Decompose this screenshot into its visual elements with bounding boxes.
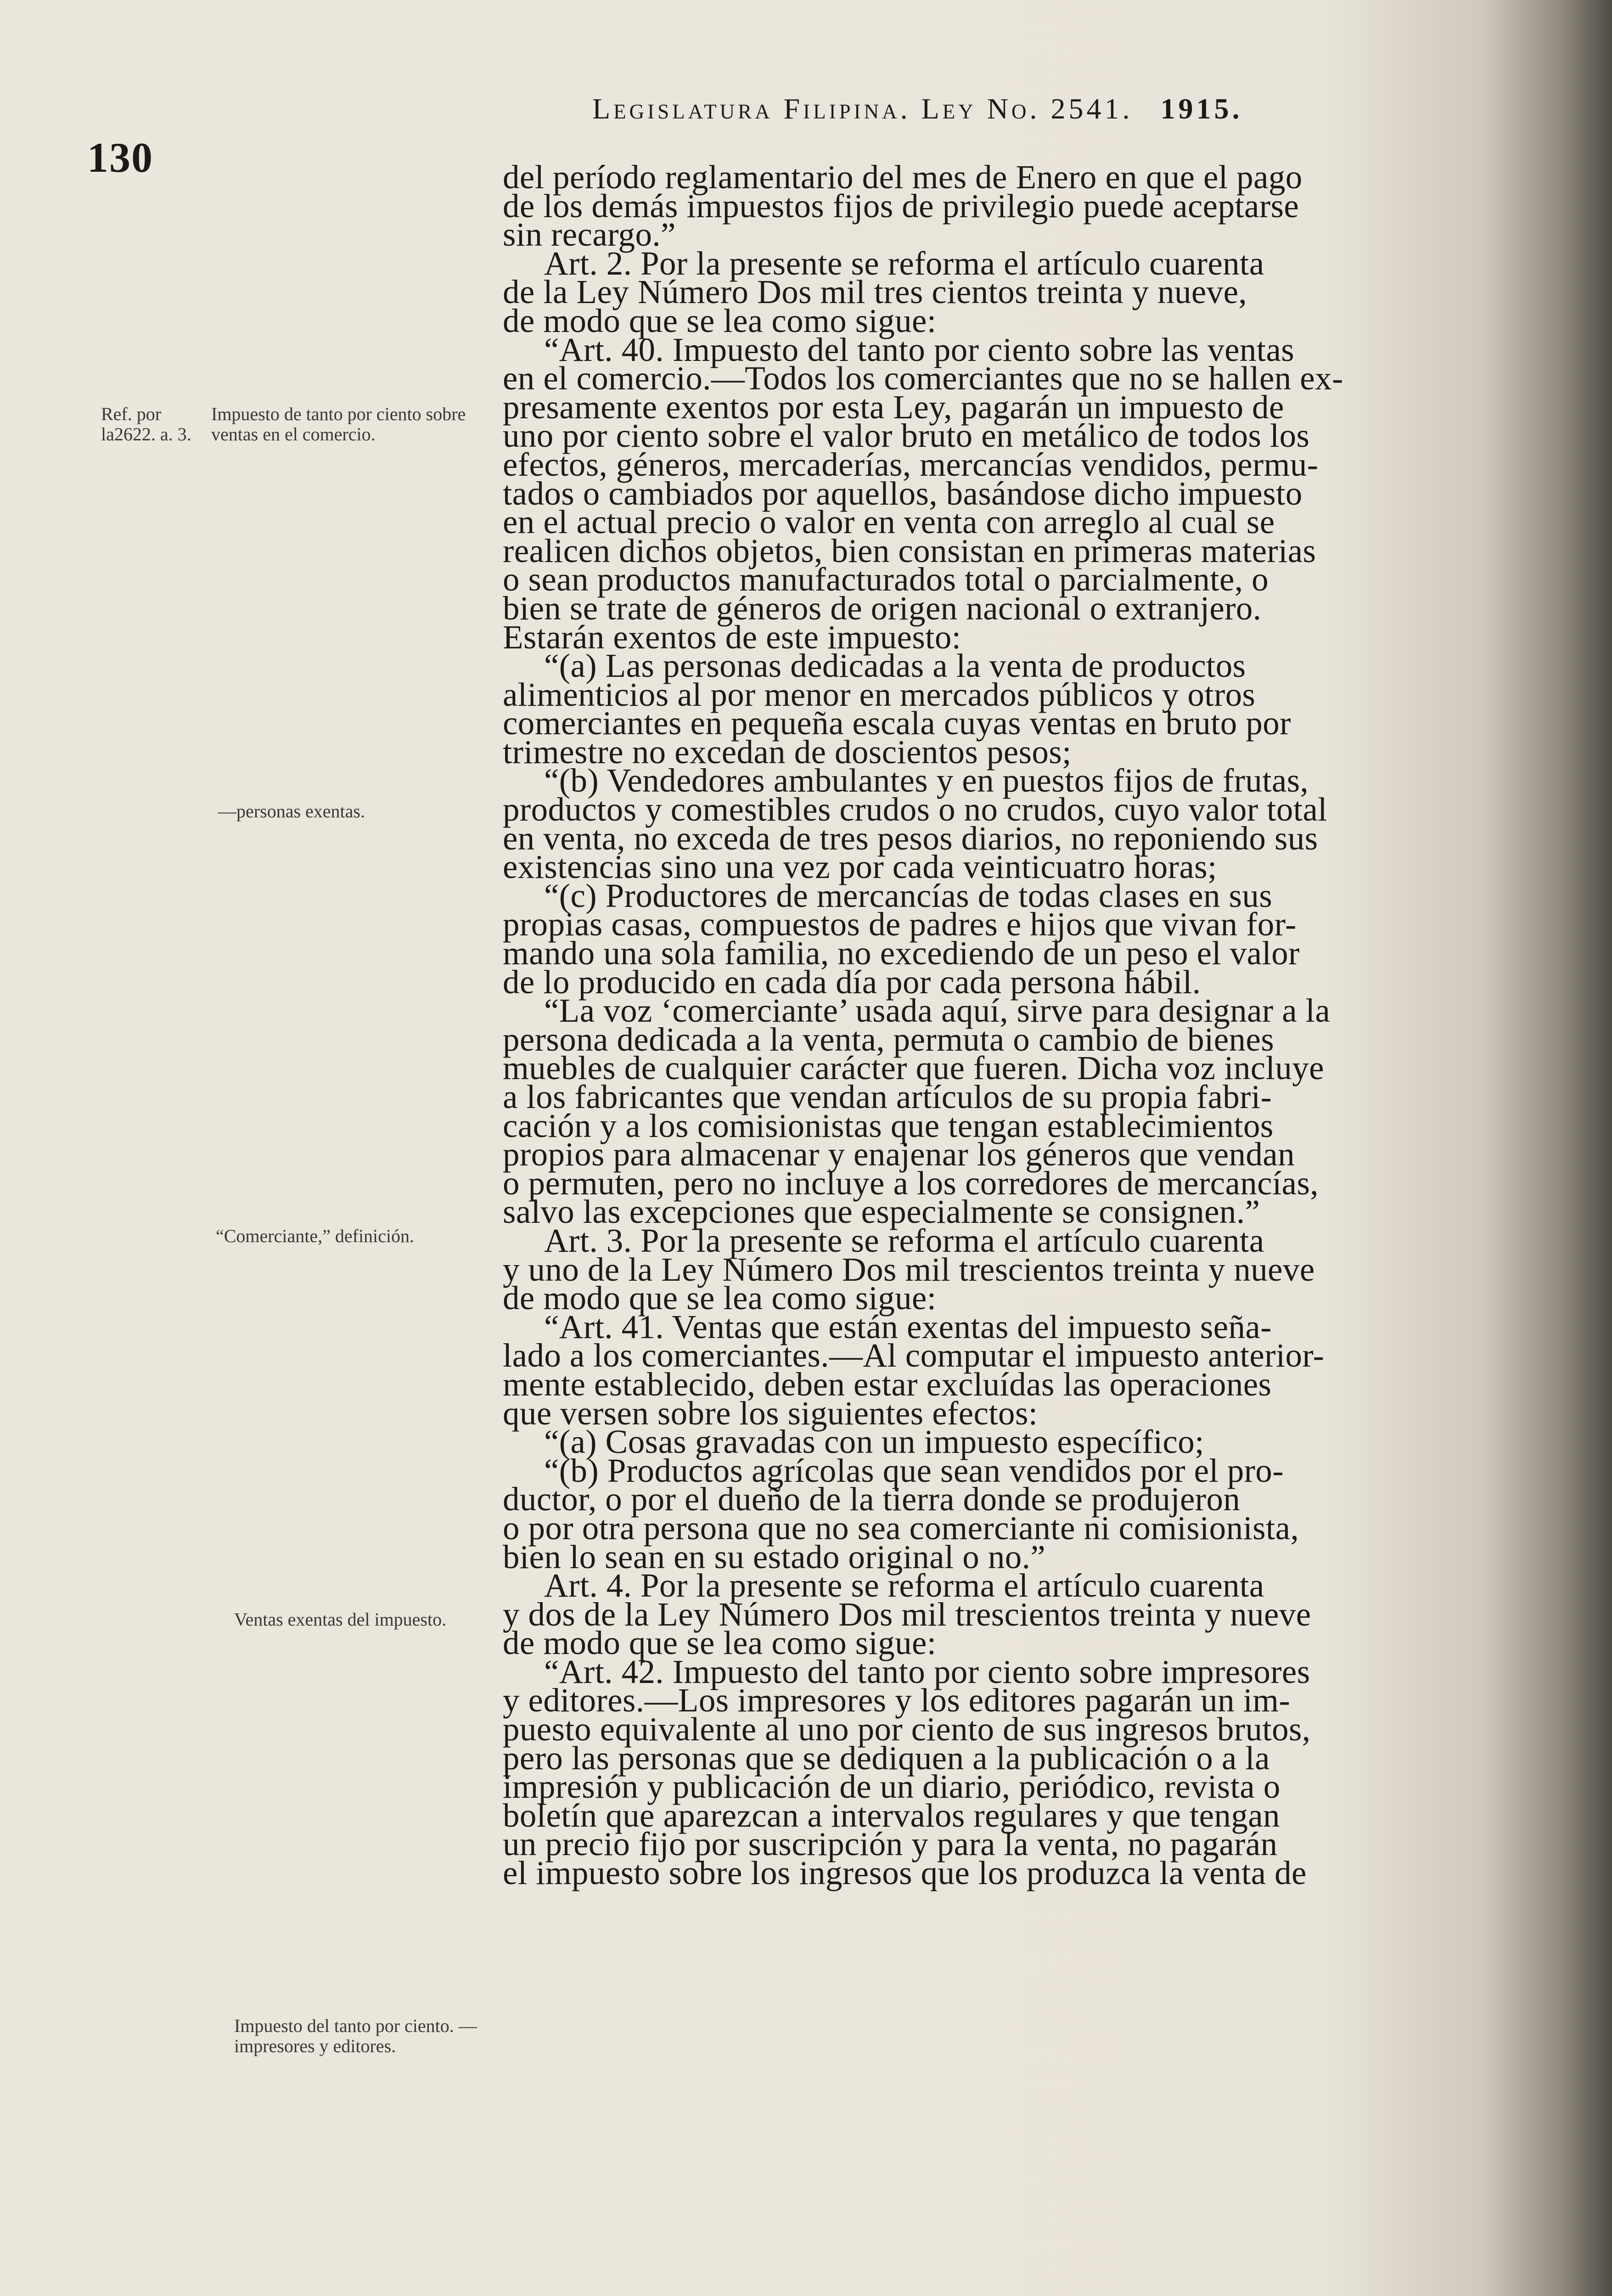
- text-line: “(b) Vendedores ambulantes y en puestos fijos de frutas,: [544, 762, 1309, 799]
- text-line: impresión y publicación de un diario, periódico, revista o: [503, 1768, 1281, 1806]
- text-line: Art. 2. Por la presente se reforma el artículo cuarenta: [544, 244, 1264, 282]
- text-line: el impuesto sobre los ingresos que los produzca la venta de: [503, 1854, 1307, 1892]
- text-line: “(c) Productores de mercancías de todas clases en sus: [544, 877, 1273, 914]
- text-line: Estarán exentos de este impuesto:: [503, 618, 961, 656]
- text-line: y dos de la Ley Número Dos mil trescientos treinta y nueve: [503, 1595, 1311, 1633]
- text-line: y editores.—Los impresores y los editores pagarán un im-: [503, 1682, 1291, 1719]
- text-line: o sean productos manufacturados total o parcialmente, o: [503, 561, 1269, 598]
- margin-note-comerciante: “Comerciante,” definición.: [216, 1226, 415, 1246]
- text-line: en el actual precio o valor en venta con arreglo al cual se: [503, 503, 1275, 541]
- text-line: cación y a los comisionistas que tengan establecimientos: [503, 1107, 1274, 1144]
- text-line: presamente exentos por esta Ley, pagarán un impuesto de: [503, 388, 1284, 426]
- text-line: “(a) Las personas dedicadas a la venta de productos: [544, 647, 1246, 685]
- running-head: [592, 92, 1428, 126]
- text-line: o por otra persona que no sea comerciante ni comisionista,: [503, 1509, 1299, 1547]
- margin-note-impresores: Impuesto del tanto por ciento. —impresores y editores.: [234, 2015, 477, 2056]
- text-line: de la Ley Número Dos mil tres cientos treinta y nueve,: [503, 273, 1247, 311]
- text-line: a los fabricantes que vendan artículos de su propia fabri-: [503, 1078, 1272, 1115]
- text-line: o permuten, pero no incluye a los corredores de mercancías,: [503, 1164, 1319, 1202]
- text-line: boletín que aparezcan a intervalos regulares y que tengan: [503, 1796, 1280, 1834]
- text-line: trimestre no excedan de doscientos pesos;: [503, 733, 1072, 771]
- text-line: efectos, géneros, mercaderías, mercancías vendidos, permu-: [503, 445, 1319, 483]
- text-line: propias casas, compuestos de padres e hijos que vivan for-: [503, 906, 1297, 943]
- text-line: un precio fijo por suscripción y para la venta, no pagarán: [503, 1825, 1278, 1863]
- text-line: de los demás impuestos fijos de privilegio puede aceptarse: [503, 187, 1299, 225]
- margin-note-impuesto-tanto: [87, 404, 491, 445]
- text-line: “Art. 42. Impuesto del tanto por ciento sobre impresores: [544, 1653, 1310, 1690]
- body-text: [503, 158, 1527, 1892]
- margin-note-ventas-exentas: Ventas exentas del impuesto.: [234, 1609, 447, 1630]
- text-line: “(a) Cosas gravadas con un impuesto específico;: [544, 1423, 1204, 1461]
- text-line: “Art. 41. Ventas que están exentas del impuesto seña-: [544, 1308, 1272, 1345]
- text-line: propios para almacenar y enajenar los géneros que vendan: [503, 1136, 1295, 1173]
- text-line: productos y comestibles crudos o no crudos, cuyo valor total: [503, 791, 1327, 828]
- text-line: realicen dichos objetos, bien consistan en primeras materias: [503, 532, 1316, 569]
- text-line: lado a los comerciantes.—Al computar el impuesto anterior-: [503, 1337, 1325, 1374]
- text-line: salvo las excepciones que especialmente se consignen.”: [503, 1193, 1260, 1231]
- running-head-title: Legislatura Filipina. Ley No. 2541.: [592, 92, 1133, 125]
- running-head-year: 1915.: [1160, 92, 1243, 125]
- text-line: de lo producido en cada día por cada persona hábil.: [503, 963, 1201, 1001]
- text-line: que versen sobre los siguientes efectos:: [503, 1394, 1038, 1432]
- text-line: en el comercio.—Todos los comerciantes que no se hallen ex-: [503, 360, 1343, 397]
- text-line: muebles de cualquier carácter que fueren. Dicha voz incluye: [503, 1049, 1324, 1087]
- text-line: y uno de la Ley Número Dos mil trescientos treinta y nueve: [503, 1250, 1315, 1288]
- text-line: de modo que se lea como sigue:: [503, 302, 937, 339]
- text-line: uno por ciento sobre el valor bruto en metálico de todos los: [503, 417, 1310, 455]
- text-line: persona dedicada a la venta, permuta o cambio de bienes: [503, 1020, 1275, 1058]
- text-line: sin recargo.”: [503, 216, 676, 253]
- text-line: puesto equivalente al uno por ciento de sus ingresos brutos,: [503, 1711, 1311, 1748]
- margin-note-ref-body: Impuesto de tanto por ciento sobre ventas en el comercio.: [211, 404, 466, 445]
- margin-note-personas-exentas: —personas exentas.: [218, 801, 365, 822]
- text-line: comerciantes en pequeña escala cuyas ventas en bruto por: [503, 704, 1291, 742]
- text-line: pero las personas que se dediquen a la publicación o a la: [503, 1739, 1270, 1777]
- text-line: Art. 3. Por la presente se reforma el artículo cuarenta: [544, 1221, 1264, 1259]
- text-line: “La voz ‘comerciante’ usada aquí, sirve para designar a la: [544, 992, 1331, 1030]
- text-line: del período reglamentario del mes de Enero en que el pago: [503, 158, 1303, 196]
- text-line: tados o cambiados por aquellos, basándose dicho impuesto: [503, 474, 1303, 512]
- text-line: alimenticios al por menor en mercados públicos y otros: [503, 675, 1256, 713]
- text-line: de modo que se lea como sigue:: [503, 1624, 937, 1662]
- text-line: mente establecido, deben estar excluídas las operaciones: [503, 1365, 1272, 1403]
- text-line: bien se trate de géneros de origen nacional o extranjero.: [503, 589, 1262, 627]
- text-line: “(b) Productos agrícolas que sean vendidos por el pro-: [544, 1452, 1284, 1489]
- text-line: ductor, o por el dueño de la tierra donde se produjeron: [503, 1480, 1241, 1518]
- text-line: en venta, no exceda de tres pesos diarios, no reponiendo sus: [503, 819, 1318, 857]
- text-line: de modo que se lea como sigue:: [503, 1279, 937, 1317]
- text-line: mando una sola familia, no excediendo de un peso el valor: [503, 934, 1300, 972]
- text-line: bien lo sean en su estado original o no.”: [503, 1538, 1046, 1576]
- text-line: “Art. 40. Impuesto del tanto por ciento sobre las ventas: [544, 331, 1295, 368]
- page-number: 130: [87, 134, 153, 181]
- text-line: Art. 4. Por la presente se reforma el artículo cuarenta: [544, 1567, 1264, 1604]
- margin-note-ref: Ref. por la2622. a. 3.: [101, 404, 191, 445]
- text-line: existencias sino una vez por cada veinticuatro horas;: [503, 848, 1217, 886]
